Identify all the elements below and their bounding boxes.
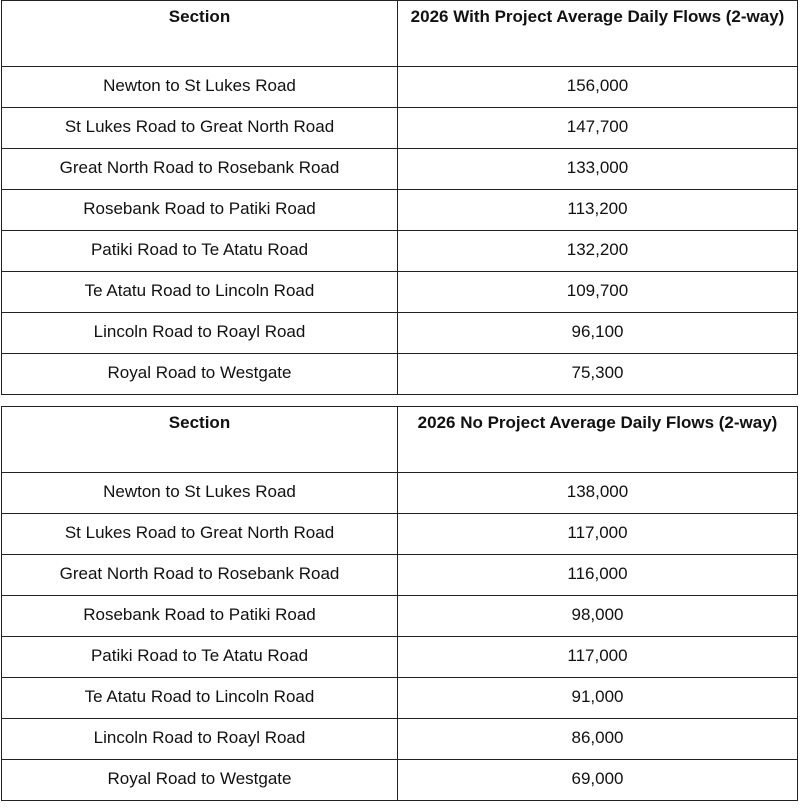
flow-cell: 117,000 xyxy=(398,637,798,678)
flow-cell: 116,000 xyxy=(398,555,798,596)
with-project-flows-table xyxy=(1,0,798,395)
section-cell: Lincoln Road to Roayl Road xyxy=(2,313,398,354)
section-cell: Great North Road to Rosebank Road xyxy=(2,149,398,190)
column-header-flows: 2026 With Project Average Daily Flows (2-way) xyxy=(398,1,798,67)
flow-cell: 113,200 xyxy=(398,190,798,231)
flow-cell: 156,000 xyxy=(398,67,798,108)
table-row xyxy=(2,473,798,514)
table-row xyxy=(2,719,798,760)
table-row xyxy=(2,555,798,596)
section-cell: Newton to St Lukes Road xyxy=(2,473,398,514)
table-row xyxy=(2,108,798,149)
table-row xyxy=(2,67,798,108)
flow-cell: 147,700 xyxy=(398,108,798,149)
flow-cell: 96,100 xyxy=(398,313,798,354)
table-row xyxy=(2,354,798,395)
section-cell: Royal Road to Westgate xyxy=(2,760,398,801)
section-cell: Royal Road to Westgate xyxy=(2,354,398,395)
table-header-row xyxy=(2,407,798,473)
table-row xyxy=(2,596,798,637)
flow-cell: 109,700 xyxy=(398,272,798,313)
table-row xyxy=(2,231,798,272)
section-cell: Patiki Road to Te Atatu Road xyxy=(2,231,398,272)
flow-cell: 138,000 xyxy=(398,473,798,514)
table-row xyxy=(2,190,798,231)
section-cell: Te Atatu Road to Lincoln Road xyxy=(2,678,398,719)
table-row xyxy=(2,272,798,313)
section-cell: Great North Road to Rosebank Road xyxy=(2,555,398,596)
flow-cell: 75,300 xyxy=(398,354,798,395)
table-row xyxy=(2,149,798,190)
table-row xyxy=(2,637,798,678)
table-header-row xyxy=(2,1,798,67)
flow-cell: 86,000 xyxy=(398,719,798,760)
section-cell: Patiki Road to Te Atatu Road xyxy=(2,637,398,678)
flow-cell: 91,000 xyxy=(398,678,798,719)
flow-cell: 132,200 xyxy=(398,231,798,272)
section-cell: Lincoln Road to Roayl Road xyxy=(2,719,398,760)
section-cell: St Lukes Road to Great North Road xyxy=(2,108,398,149)
table-row xyxy=(2,760,798,801)
flow-cell: 69,000 xyxy=(398,760,798,801)
column-header-section: Section xyxy=(2,407,398,473)
flow-cell: 117,000 xyxy=(398,514,798,555)
section-cell: Newton to St Lukes Road xyxy=(2,67,398,108)
section-cell: Rosebank Road to Patiki Road xyxy=(2,190,398,231)
flow-cell: 98,000 xyxy=(398,596,798,637)
table-row xyxy=(2,313,798,354)
column-header-flows: 2026 No Project Average Daily Flows (2-way) xyxy=(398,407,798,473)
table-row xyxy=(2,678,798,719)
section-cell: Rosebank Road to Patiki Road xyxy=(2,596,398,637)
no-project-flows-table xyxy=(1,406,798,801)
table-row xyxy=(2,514,798,555)
column-header-section: Section xyxy=(2,1,398,67)
section-cell: Te Atatu Road to Lincoln Road xyxy=(2,272,398,313)
section-cell: St Lukes Road to Great North Road xyxy=(2,514,398,555)
flow-cell: 133,000 xyxy=(398,149,798,190)
